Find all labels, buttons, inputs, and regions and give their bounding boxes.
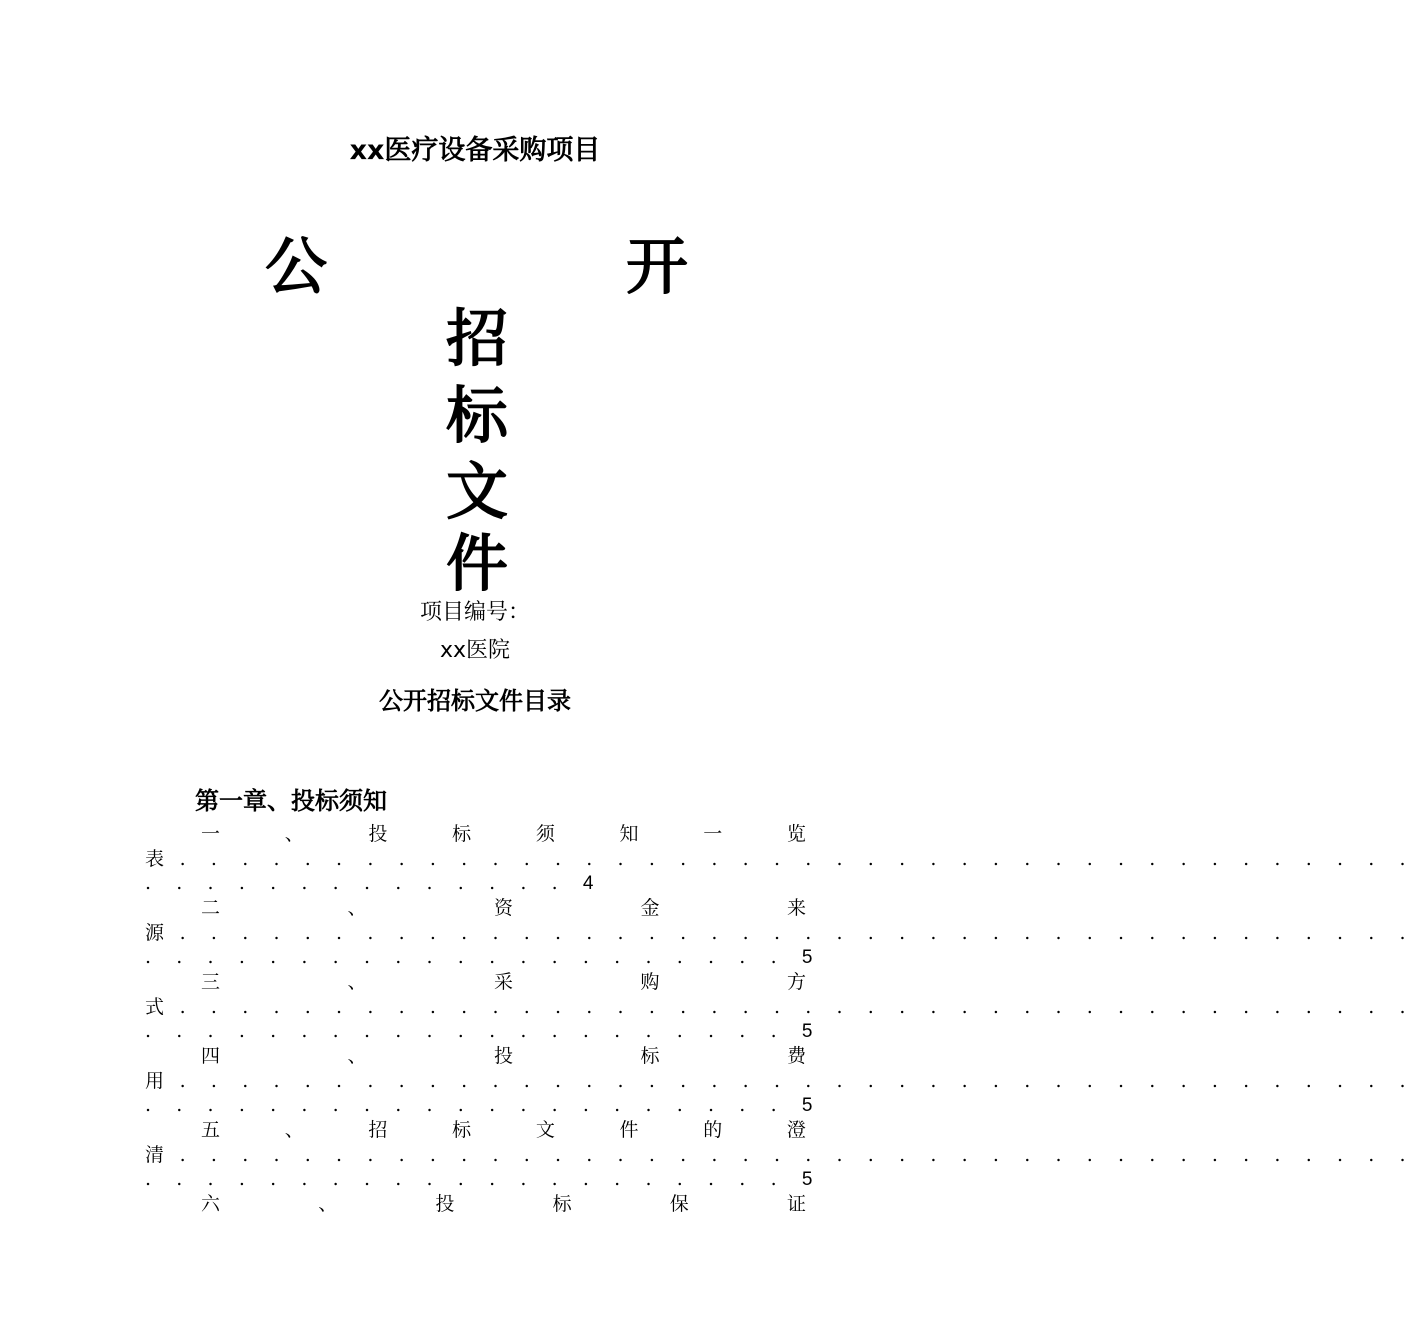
toc-entry-tail: 源	[145, 922, 165, 944]
cover-title-char: 标	[446, 379, 509, 452]
toc-entry-char: 采	[493, 971, 513, 993]
toc-entry-char: 、	[318, 1193, 338, 1215]
toc-entry-leader: . . . . . . . . . . . . . . . . . . . . . 5	[145, 1094, 813, 1116]
toc-entry-page-number: 5	[801, 1095, 813, 1116]
cover-title-char: 文	[446, 455, 509, 528]
cover-title-char: 开	[626, 230, 689, 303]
toc-entry-tail: 用	[145, 1070, 165, 1092]
toc-entry-char: 标	[452, 1119, 472, 1141]
toc-entry-char: 须	[535, 823, 555, 845]
toc-entry-char: 证	[786, 1193, 806, 1215]
cover-title-char: 招	[446, 302, 509, 375]
project-title: xx医疗设备采购项目	[349, 135, 601, 166]
toc-entry-leader: . . . . . . . . . . . . . . . . . . . . . 5	[145, 1168, 813, 1190]
toc-entry-char: 二	[201, 897, 221, 919]
toc-entry-char: 、	[284, 823, 304, 845]
toc-entry-char: 资	[493, 897, 513, 919]
toc-entry-char: 购	[640, 971, 660, 993]
cover-title-char: 件	[446, 527, 509, 600]
organization-name: xx医院	[439, 638, 511, 663]
toc-entry-page-number: 5	[801, 1169, 813, 1190]
toc-entry[interactable]	[145, 895, 1415, 969]
toc-entry-char: 标	[640, 1045, 660, 1067]
toc-entry-char: 投	[493, 1045, 513, 1067]
toc-title: 公开招标文件目录	[379, 687, 571, 715]
toc-entry-title	[145, 1043, 806, 1069]
toc-entry-char: 、	[347, 897, 367, 919]
toc-entry-title	[145, 1191, 806, 1217]
toc-entry-char: 、	[347, 971, 367, 993]
toc-entry-char: 投	[435, 1193, 455, 1215]
toc-entry[interactable]	[145, 821, 1415, 895]
toc-entry-char: 、	[284, 1119, 304, 1141]
toc-entry-tail: 式	[145, 996, 165, 1018]
toc-entry-char: 一	[703, 823, 723, 845]
toc-entry-leader: 用 . . . . . . . . . . . . . . . . . . . . . . . . . . . . . . . . . . . . . . . .	[145, 1070, 1415, 1092]
project-number-label: 项目编号：	[419, 600, 530, 625]
toc-entry-char: 标	[452, 823, 472, 845]
toc-entry-char: 三	[201, 971, 221, 993]
toc-entry-title	[145, 821, 806, 847]
toc-entry-char: 投	[368, 823, 388, 845]
toc-entry-leader: . . . . . . . . . . . . . . 4	[145, 872, 594, 894]
toc-entry-char: 文	[535, 1119, 555, 1141]
toc-entry-leader: 表 . . . . . . . . . . . . . . . . . . . . . . . . . . . . . . . . . . . . . . . .	[145, 848, 1415, 870]
toc-entry-char: 件	[619, 1119, 639, 1141]
toc-entry-char: 、	[347, 1045, 367, 1067]
toc-entry[interactable]	[145, 1043, 1415, 1117]
toc-entry-char: 览	[786, 823, 806, 845]
toc-entry-title	[145, 969, 806, 995]
toc-entry-char: 标	[552, 1193, 572, 1215]
toc-entry-leader: 清 . . . . . . . . . . . . . . . . . . . . . . . . . . . . . . . . . . . . . . . .	[145, 1144, 1415, 1166]
toc-entry-char: 方	[786, 971, 806, 993]
toc-entry-tail: 表	[145, 848, 165, 870]
toc-entry[interactable]	[145, 1117, 1415, 1191]
toc-list	[145, 821, 1415, 1217]
cover-title-char: 公	[265, 230, 328, 303]
toc-entry-page-number: 5	[801, 947, 813, 968]
toc-entry-char: 四	[201, 1045, 221, 1067]
toc-entry-char: 澄	[786, 1119, 806, 1141]
toc-chapter-heading: 第一章、投标须知	[195, 787, 387, 815]
toc-entry-leader: . . . . . . . . . . . . . . . . . . . . . 5	[145, 946, 813, 968]
toc-entry-char: 费	[786, 1045, 806, 1067]
toc-entry-char: 一	[201, 823, 221, 845]
toc-entry-leader: 源 . . . . . . . . . . . . . . . . . . . . . . . . . . . . . . . . . . . . . . . .	[145, 922, 1415, 944]
toc-entry-page-number: 4	[582, 873, 594, 894]
toc-entry-char: 知	[619, 823, 639, 845]
toc-entry-title	[145, 895, 806, 921]
toc-entry-tail: 清	[145, 1144, 165, 1166]
toc-entry-char: 五	[201, 1119, 221, 1141]
toc-entry-title	[145, 1117, 806, 1143]
toc-entry-leader: . . . . . . . . . . . . . . . . . . . . . 5	[145, 1020, 813, 1042]
toc-entry[interactable]	[145, 1191, 806, 1217]
toc-entry-char: 保	[669, 1193, 689, 1215]
toc-entry-char: 金	[640, 897, 660, 919]
toc-entry-leader: 式 . . . . . . . . . . . . . . . . . . . . . . . . . . . . . . . . . . . . . . . .	[145, 996, 1415, 1018]
toc-entry-char: 来	[786, 897, 806, 919]
toc-entry-char: 的	[703, 1119, 723, 1141]
toc-entry-char: 六	[201, 1193, 221, 1215]
toc-entry[interactable]	[145, 969, 1415, 1043]
toc-entry-page-number: 5	[801, 1021, 813, 1042]
toc-entry-char: 招	[368, 1119, 388, 1141]
